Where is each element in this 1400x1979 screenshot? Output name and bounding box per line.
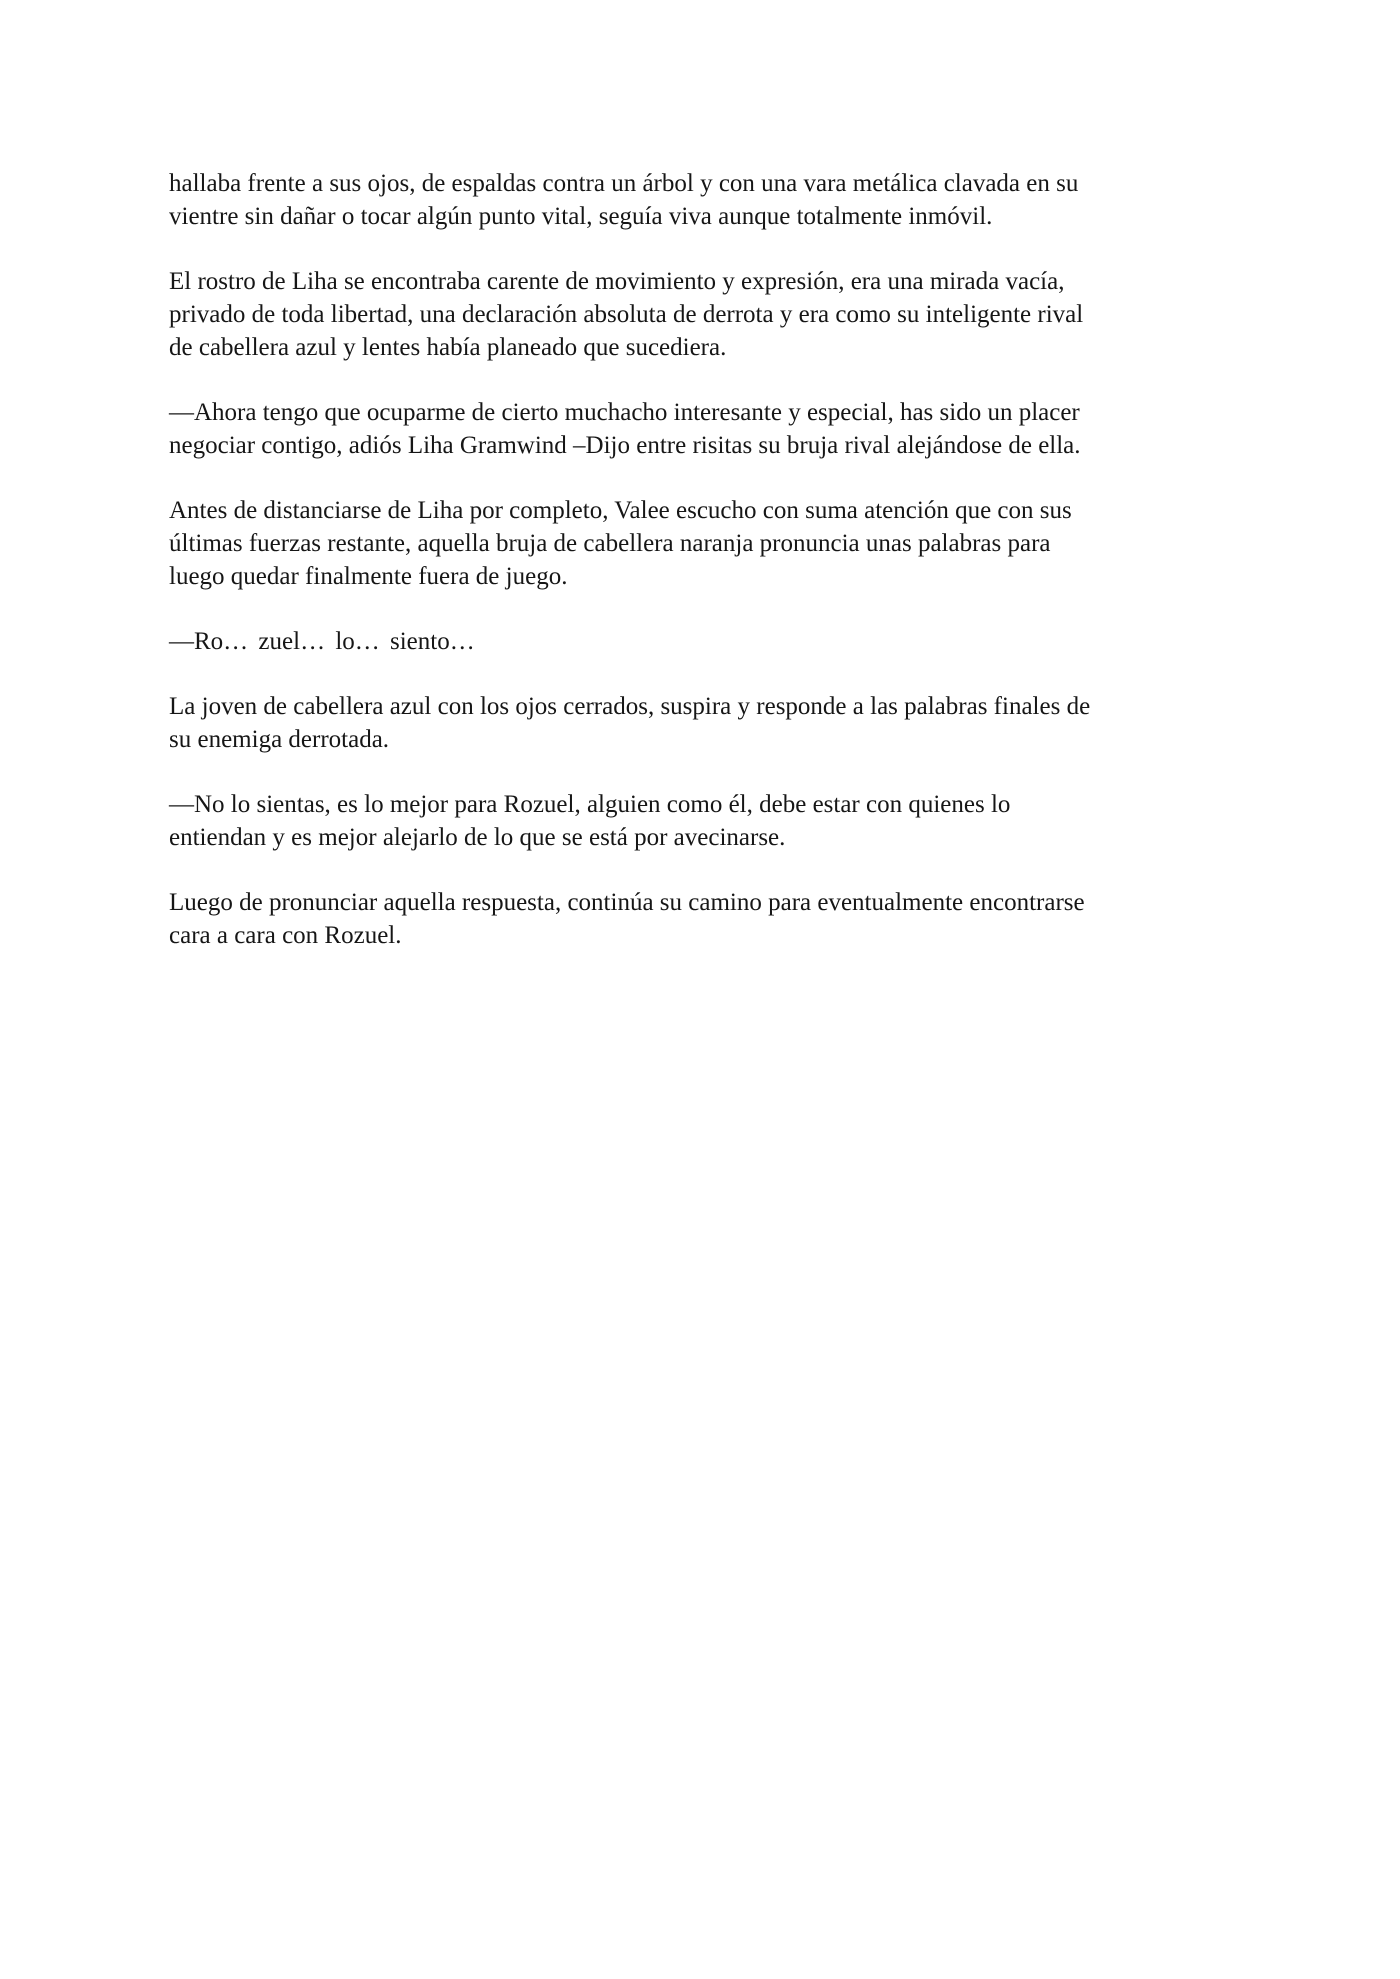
text-line: La joven de cabellera azul con los ojos cerrados, suspira y responde a las palabras finales de	[169, 693, 1091, 720]
text-line: su enemiga derrotada.	[169, 726, 390, 753]
paragraph	[169, 167, 1231, 233]
paragraph	[169, 494, 1231, 593]
text-line: Antes de distanciarse de Liha por completo, Valee escucho con suma atención que con sus	[169, 497, 1072, 524]
paragraph	[169, 690, 1231, 756]
paragraph	[169, 396, 1231, 462]
text-line: negociar contigo, adiós Liha Gramwind –Dijo entre risitas su bruja rival alejándose de ella.	[169, 432, 1081, 459]
text-line: hallaba frente a sus ojos, de espaldas contra un árbol y con una vara metálica clavada en su	[169, 170, 1079, 197]
text-line: Luego de pronunciar aquella respuesta, continúa su camino para eventualmente encontrarse	[169, 889, 1085, 916]
text-line: últimas fuerzas restante, aquella bruja de cabellera naranja pronuncia unas palabras para	[169, 530, 1051, 557]
text-line: El rostro de Liha se encontraba carente de movimiento y expresión, era una mirada vacía,	[169, 268, 1065, 295]
text-line: —Ro… zuel… lo… siento…	[169, 628, 475, 655]
text-line: de cabellera azul y lentes había planeado que sucediera.	[169, 334, 727, 361]
paragraph	[169, 886, 1231, 952]
paragraph	[169, 625, 1231, 658]
text-line: vientre sin dañar o tocar algún punto vital, seguía viva aunque totalmente inmóvil.	[169, 203, 993, 230]
text-line: —Ahora tengo que ocuparme de cierto muchacho interesante y especial, has sido un placer	[169, 399, 1080, 426]
text-line: privado de toda libertad, una declaración absoluta de derrota y era como su inteligente rival	[169, 301, 1084, 328]
text-line: cara a cara con Rozuel.	[169, 922, 402, 949]
paragraph	[169, 788, 1231, 854]
text-line: luego quedar finalmente fuera de juego.	[169, 563, 568, 590]
document-body	[169, 167, 1231, 984]
paragraph	[169, 265, 1231, 364]
text-line: —No lo sientas, es lo mejor para Rozuel, alguien como él, debe estar con quienes lo	[169, 791, 1011, 818]
text-line: entiendan y es mejor alejarlo de lo que se está por avecinarse.	[169, 824, 786, 851]
